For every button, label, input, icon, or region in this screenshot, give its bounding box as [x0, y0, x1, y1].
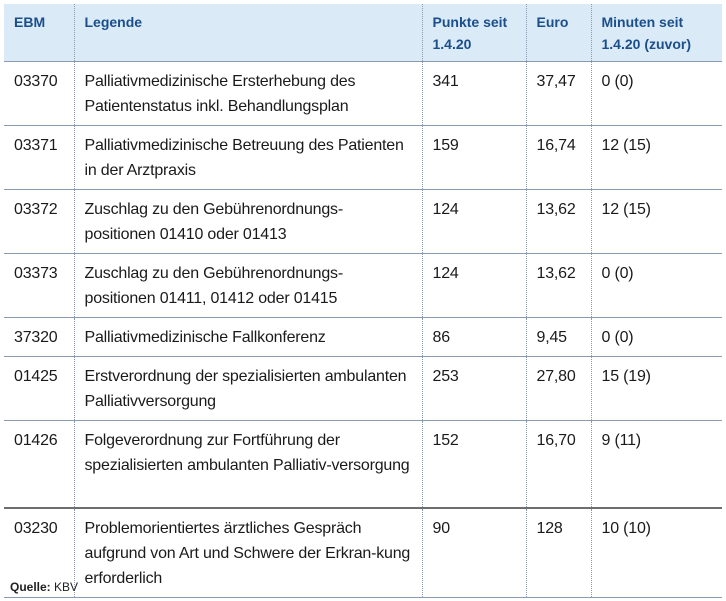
cell-legende: Problemorientiertes ärztliches Gespräch aufgrund von Art und Schwere der Erkran-kung erforderlich [74, 508, 422, 598]
cell-ebm: 03230 [14, 519, 58, 537]
ebm-table [4, 4, 722, 598]
cell-legende: Zuschlag zu den Gebührenordnungs-positionen 01411, 01412 oder 01415 [74, 254, 422, 318]
cell-minuten: 0 (0) [591, 254, 722, 318]
source-value: KBV [54, 580, 79, 594]
cell-minuten: 15 (19) [591, 357, 722, 421]
cell-ebm: 03371 [14, 137, 58, 154]
cell-minuten: 10 (10) [591, 508, 722, 598]
table-row [4, 357, 722, 421]
table-row [4, 126, 722, 190]
cell-punkte: 152 [422, 421, 526, 508]
cell-punkte: 90 [422, 508, 526, 598]
cell-punkte: 159 [422, 126, 526, 190]
cell-legende: Erstverordnung der spezialisierten ambulanten Palliativversorgung [74, 357, 422, 421]
cell-euro: 13,62 [526, 190, 591, 254]
cell-ebm: 03373 [14, 265, 58, 282]
cell-ebm: 03370 [14, 73, 58, 90]
cell-ebm: 03372 [14, 201, 58, 218]
cell-euro: 27,80 [526, 357, 591, 421]
header-minuten: Minuten seit 1.4.20 (zuvor) [591, 4, 722, 62]
header-punkte: Punkte seit 1.4.20 [422, 4, 526, 62]
cell-minuten: 9 (11) [591, 421, 722, 508]
table-row [4, 190, 722, 254]
cell-minuten: 12 (15) [591, 126, 722, 190]
cell-ebm: 01425 [14, 368, 58, 385]
cell-punkte: 124 [422, 190, 526, 254]
cell-legende: Palliativmedizinische Fallkonferenz [74, 318, 422, 357]
cell-euro: 16,74 [526, 126, 591, 190]
header-euro: Euro [526, 4, 591, 62]
cell-euro: 37,47 [526, 62, 591, 126]
table-row [4, 508, 722, 598]
cell-punkte: 124 [422, 254, 526, 318]
cell-punkte: 86 [422, 318, 526, 357]
cell-minuten: 0 (0) [591, 318, 722, 357]
cell-euro: 9,45 [526, 318, 591, 357]
cell-legende: Folgeverordnung zur Fortführung der spezialisierten ambulanten Palliativ-versorgung [74, 421, 422, 508]
cell-minuten: 0 (0) [591, 62, 722, 126]
cell-ebm: 01426 [14, 432, 58, 449]
table-row [4, 421, 722, 508]
cell-minuten: 12 (15) [591, 190, 722, 254]
header-legende: Legende [74, 4, 422, 62]
source-label: Quelle: [10, 580, 51, 594]
cell-legende: Zuschlag zu den Gebührenordnungs-positionen 01410 oder 01413 [74, 190, 422, 254]
table-row [4, 318, 722, 357]
cell-legende: Palliativmedizinische Betreuung des Patienten in der Arztpraxis [74, 126, 422, 190]
cell-euro: 16,70 [526, 421, 591, 508]
table-header-row [4, 4, 722, 62]
ebm-table-container [4, 4, 722, 598]
cell-punkte: 253 [422, 357, 526, 421]
cell-euro: 13,62 [526, 254, 591, 318]
cell-punkte: 341 [422, 62, 526, 126]
header-ebm: EBM [14, 14, 46, 30]
source-note [10, 580, 78, 594]
cell-euro: 128 [526, 508, 591, 598]
table-row [4, 62, 722, 126]
table-row [4, 254, 722, 318]
cell-legende: Palliativmedizinische Ersterhebung des Patientenstatus inkl. Behandlungsplan [74, 62, 422, 126]
cell-ebm: 37320 [14, 329, 58, 346]
